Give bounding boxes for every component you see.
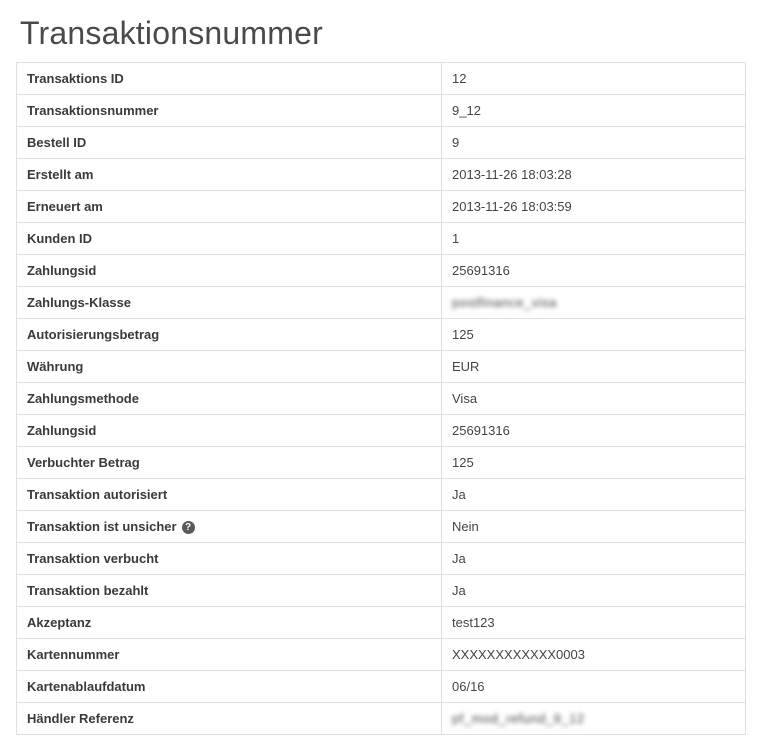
row-label: Erstellt am [27, 167, 94, 183]
row-label-cell [17, 607, 442, 639]
row-label: Währung [27, 359, 84, 375]
row-value-cell: Ja [442, 479, 746, 511]
row-label: Zahlungsid [27, 263, 97, 279]
row-label-cell [17, 159, 442, 191]
row-label: Transaktionsnummer [27, 103, 159, 119]
row-label: Transaktion ist unsicher [27, 519, 177, 535]
table-row [17, 383, 746, 415]
row-label: Zahlungs-Klasse [27, 295, 132, 311]
table-row [17, 639, 746, 671]
row-label-cell [17, 671, 442, 703]
row-label-cell [17, 127, 442, 159]
row-value-cell: EUR [442, 351, 746, 383]
row-label-cell [17, 447, 442, 479]
page-title: Transaktionsnummer [20, 15, 323, 51]
table-row [17, 479, 746, 511]
row-value-cell: XXXXXXXXXXXX0003 [442, 639, 746, 671]
row-value-cell: 9_12 [442, 95, 746, 127]
table-row [17, 95, 746, 127]
row-value-cell: Ja [442, 575, 746, 607]
row-value-cell: 9 [442, 127, 746, 159]
table-row [17, 351, 746, 383]
row-label: Transaktion autorisiert [27, 487, 168, 503]
row-label: Erneuert am [27, 199, 103, 215]
row-label: Akzeptanz [27, 615, 92, 631]
row-value-cell: 125 [442, 319, 746, 351]
row-label-cell [17, 287, 442, 319]
row-value-cell: Ja [442, 543, 746, 575]
table-row [17, 671, 746, 703]
row-value-cell: pf_mod_refund_9_12 [442, 703, 746, 735]
table-row [17, 447, 746, 479]
table-row [17, 223, 746, 255]
row-label: Transaktion verbucht [27, 551, 159, 567]
row-label-cell [17, 639, 442, 671]
transaction-detail-table [16, 62, 746, 735]
row-value-cell: 2013-11-26 18:03:28 [442, 159, 746, 191]
row-label-cell [17, 479, 442, 511]
row-value-cell: test123 [442, 607, 746, 639]
row-label-cell [17, 511, 442, 543]
row-label-cell [17, 575, 442, 607]
table-row [17, 511, 746, 543]
row-label: Kartennummer [27, 647, 120, 663]
table-row [17, 575, 746, 607]
row-value-cell: postfinance_visa [442, 287, 746, 319]
row-label-cell [17, 223, 442, 255]
table-row [17, 63, 746, 95]
row-label: Autorisierungsbetrag [27, 327, 160, 343]
table-row [17, 543, 746, 575]
row-value-cell: 2013-11-26 18:03:59 [442, 191, 746, 223]
row-value-cell: 12 [442, 63, 746, 95]
row-label: Transaktions ID [27, 71, 124, 87]
row-label-cell [17, 191, 442, 223]
row-label-cell [17, 415, 442, 447]
row-label-cell [17, 703, 442, 735]
row-label-cell [17, 255, 442, 287]
row-value-cell: 06/16 [442, 671, 746, 703]
table-row [17, 191, 746, 223]
table-body [17, 63, 746, 735]
row-label: Zahlungsmethode [27, 391, 139, 407]
row-value-cell: Visa [442, 383, 746, 415]
row-label: Zahlungsid [27, 423, 97, 439]
row-label: Bestell ID [27, 135, 87, 151]
table-row [17, 159, 746, 191]
transaction-detail-page [0, 14, 762, 735]
row-label-cell [17, 319, 442, 351]
row-label: Kartenablaufdatum [27, 679, 146, 695]
row-label-cell [17, 63, 442, 95]
row-value-cell: 125 [442, 447, 746, 479]
table-row [17, 415, 746, 447]
table-row [17, 319, 746, 351]
row-label: Verbuchter Betrag [27, 455, 140, 471]
row-label-cell [17, 351, 442, 383]
table-row [17, 127, 746, 159]
help-icon[interactable]: ? [182, 521, 195, 534]
row-label-cell [17, 543, 442, 575]
table-row [17, 287, 746, 319]
row-value-cell: 25691316 [442, 415, 746, 447]
row-value-cell: 25691316 [442, 255, 746, 287]
row-label: Transaktion bezahlt [27, 583, 149, 599]
table-row [17, 255, 746, 287]
row-label-cell [17, 95, 442, 127]
row-value-cell: 1 [442, 223, 746, 255]
table-row [17, 703, 746, 735]
row-value-cell: Nein [442, 511, 746, 543]
table-row [17, 607, 746, 639]
row-label: Händler Referenz [27, 711, 134, 727]
row-label: Kunden ID [27, 231, 92, 247]
row-label-cell [17, 383, 442, 415]
